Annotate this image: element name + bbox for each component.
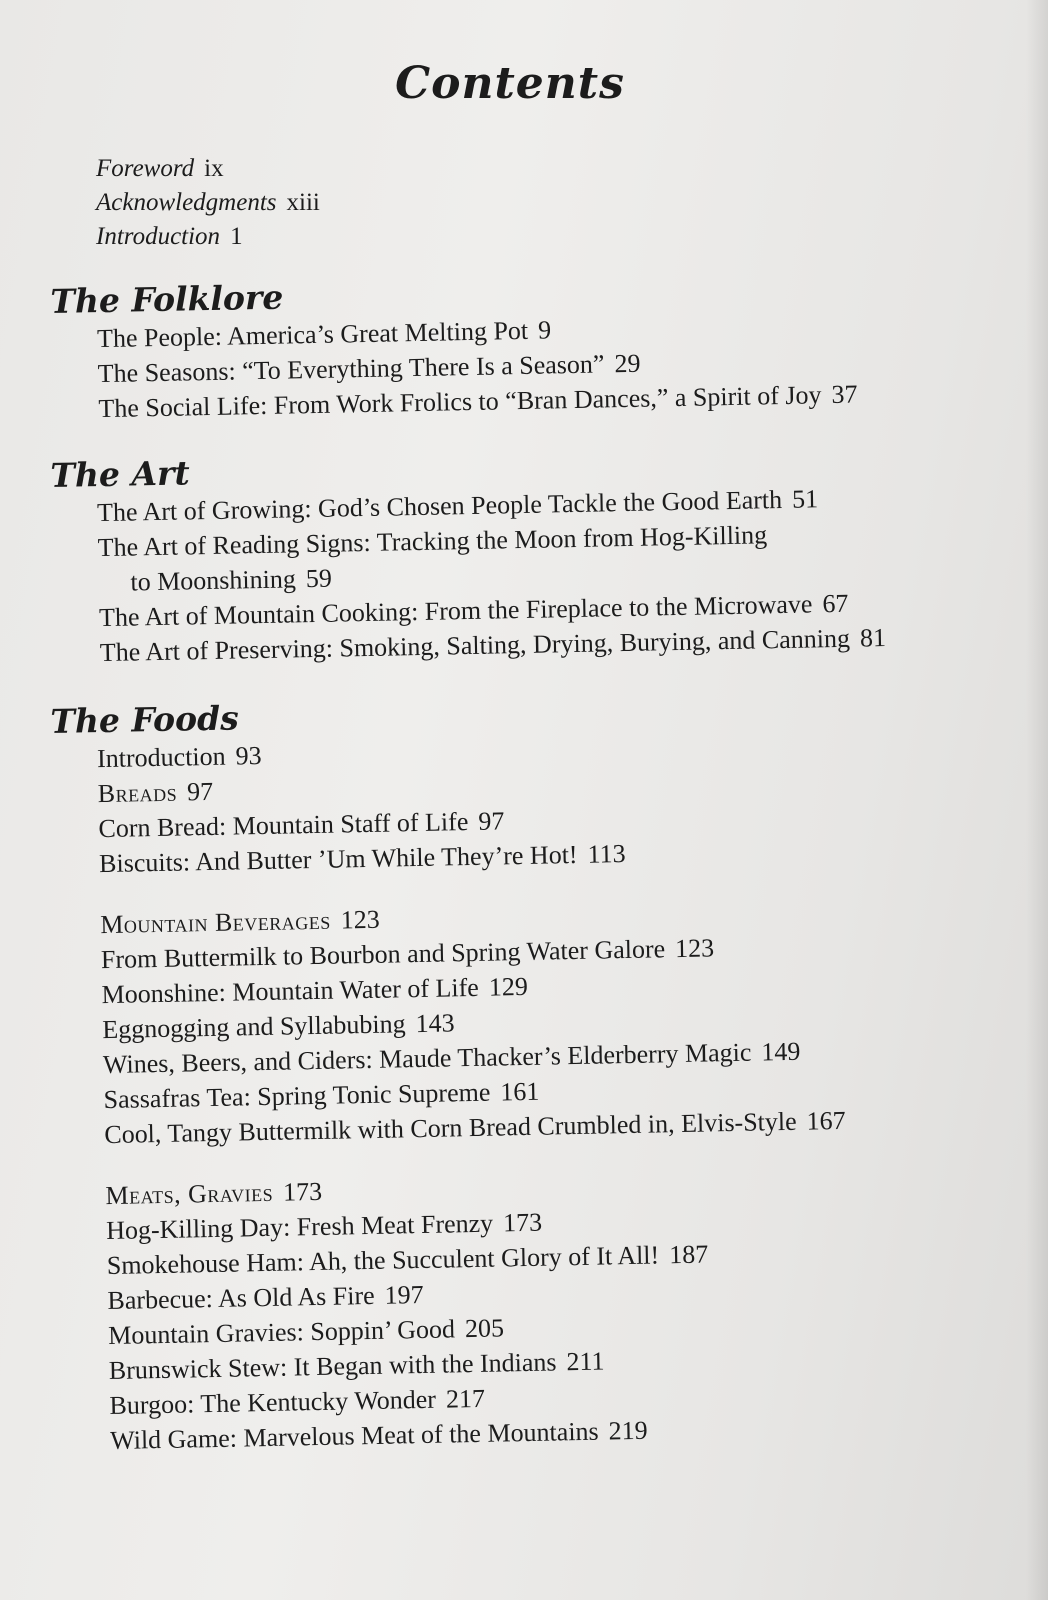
front-matter-page: xiii — [286, 189, 320, 216]
front-matter-item — [96, 186, 320, 220]
toc-entry-text: Introduction — [96, 741, 226, 774]
toc-entry-page: 29 — [614, 348, 641, 379]
section-title: The Art — [50, 453, 191, 496]
toc-entry-page: 129 — [488, 971, 529, 1002]
toc-entry-text: Corn Bread: Mountain Staff of Life — [98, 807, 469, 844]
toc-entry-page: 219 — [608, 1415, 648, 1446]
toc-entry-page: 51 — [791, 484, 819, 514]
toc-entry-text: Burgoo: The Kentucky Wonder — [109, 1384, 437, 1421]
toc-entry-text: Smokehouse Ham: Ah, the Succulent Glory of It All! — [106, 1240, 660, 1281]
toc-entry-page: 93 — [235, 740, 262, 771]
toc-entry-text: Moonshine: Mountain Water of Life — [101, 972, 480, 1010]
toc-entry-text: The Seasons: “To Everything There Is a Season” — [97, 349, 605, 389]
toc-entry-page: 123 — [340, 904, 381, 935]
toc-entry-page: 205 — [464, 1313, 505, 1344]
toc-entry-text: Breads — [97, 777, 178, 809]
toc-entry-text: The Art of Preserving: Smoking, Salting, Drying, Burying, and Canning — [99, 623, 851, 668]
toc-entry-page: 167 — [806, 1105, 846, 1136]
toc-entry-text: The Social Life: From Work Frolics to “Bran Dances,” a Spirit of Joy — [98, 380, 822, 424]
toc-entry-text: Wild Game: Marvelous Meat of the Mountains — [109, 1416, 599, 1456]
toc-entry-page: 143 — [415, 1008, 455, 1039]
section-art — [52, 440, 886, 671]
toc-entry-text: Cool, Tangy Buttermilk with Corn Bread Crumbled in, Elvis-Style — [104, 1106, 797, 1150]
toc-entry-page: 9 — [537, 315, 552, 345]
section-entries — [97, 480, 887, 670]
front-matter-label: Foreword — [96, 155, 195, 182]
toc-entry-text: The People: America’s Great Melting Pot — [96, 315, 529, 354]
toc-entry-page: 217 — [445, 1383, 486, 1414]
toc-entry-page: 97 — [186, 776, 214, 807]
toc-entry-page: 187 — [668, 1239, 709, 1270]
front-matter-item — [96, 220, 320, 254]
section-folklore — [52, 267, 858, 427]
front-matter-label: Acknowledgments — [96, 189, 277, 216]
toc-entry-text: From Buttermilk to Bourbon and Spring Water Galore — [100, 934, 666, 975]
toc-entry-page: 113 — [587, 839, 626, 869]
toc-entry-text: The Art of Reading Signs: Tracking the Moon from Hog-Killing — [97, 520, 768, 563]
section-entries — [97, 727, 852, 1458]
toc-entry-text: to Moonshining — [130, 564, 297, 597]
front-matter-label: Introduction — [96, 223, 221, 250]
toc-entry-page: 81 — [859, 623, 887, 653]
front-matter-page: 1 — [230, 223, 243, 250]
section-title: The Foods — [50, 698, 240, 742]
toc-entry-page: 97 — [478, 806, 505, 836]
section-foods — [52, 687, 852, 1459]
page-title: Contents — [395, 58, 625, 109]
toc-entry-text: Mountain Gravies: Soppin’ Good — [107, 1314, 456, 1351]
toc-entry-page: 173 — [502, 1207, 543, 1238]
toc-entry-page: 211 — [566, 1346, 605, 1377]
toc-entry-text: Brunswick Stew: It Began with the Indians — [108, 1347, 557, 1386]
section-entries — [97, 307, 858, 427]
front-matter-list — [96, 152, 320, 254]
toc-entry-page: 149 — [761, 1036, 801, 1067]
toc-entry-text: Meats, Gravies — [105, 1177, 274, 1211]
toc-entry-page: 67 — [822, 588, 849, 619]
toc-entry-page: 173 — [282, 1176, 323, 1207]
toc-entry-page: 123 — [674, 933, 715, 964]
toc-entry-text: Wines, Beers, and Ciders: Maude Thacker’s Elderberry Magic — [102, 1037, 752, 1080]
section-title: The Folklore — [50, 277, 284, 322]
page-edge-shadow — [1026, 0, 1048, 1600]
toc-entry-text: Sassafras Tea: Spring Tonic Supreme — [103, 1077, 491, 1115]
toc-entry-text: Biscuits: And Butter ’Um While They’re Hot! — [98, 839, 578, 879]
toc-entry-page: 197 — [384, 1279, 424, 1310]
toc-entry-text: Barbecue: As Old As Fire — [107, 1280, 375, 1316]
toc-entry-page: 59 — [305, 563, 333, 594]
toc-entry-text: Eggnogging and Syllabubing — [102, 1009, 406, 1045]
toc-entry-text: Mountain Beverages — [100, 905, 332, 940]
toc-entry-page: 161 — [500, 1076, 540, 1107]
toc-entry-text: Hog-Killing Day: Fresh Meat Frenzy — [105, 1208, 494, 1246]
front-matter-page: ix — [204, 155, 224, 182]
toc-entry-text: The Art of Mountain Cooking: From the Fireplace to the Microwave — [98, 589, 813, 633]
toc-entry-page: 37 — [831, 379, 858, 410]
toc-entry-text: The Art of Growing: God’s Chosen People Tackle the Good Earth — [96, 484, 783, 528]
front-matter-item — [96, 152, 320, 186]
